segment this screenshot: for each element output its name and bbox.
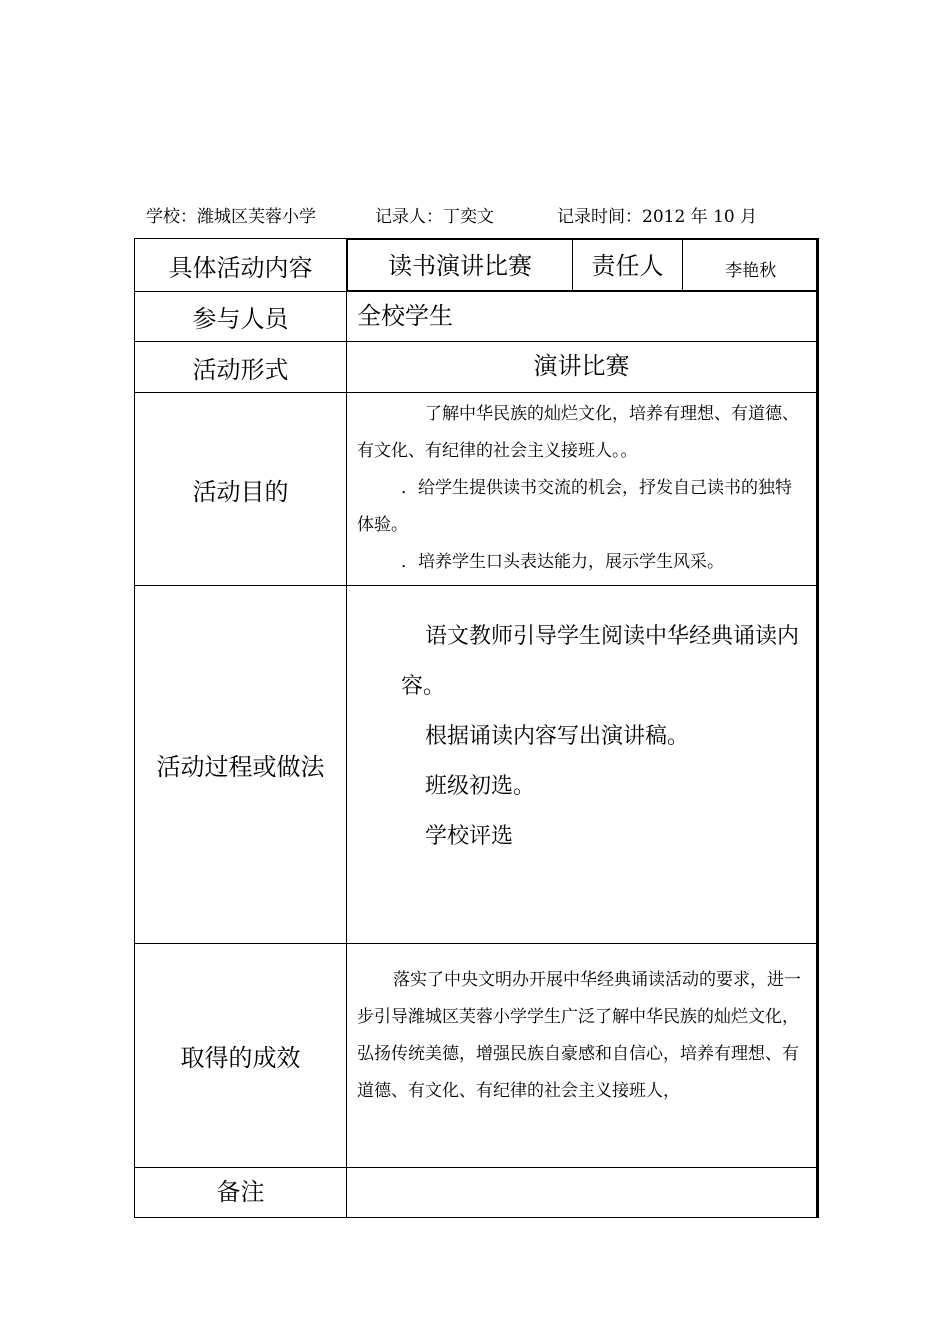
table-row (135, 342, 818, 393)
activity-content-cell (347, 239, 818, 292)
activity-form-label: 活动形式 (135, 342, 347, 393)
result-text: 落实了中央文明办开展中华经典诵读活动的要求，进一步引导潍城区芙蓉小学学生广泛了解中华民族的灿烂文化，弘扬传统美德，增强民族自豪感和自信心，培养有理想、有道德、有文化、有纪律的社会主义接班人， (357, 970, 801, 1101)
responsible-value: 李艳秋 (683, 240, 819, 291)
purpose-line-1: 了解中华民族的灿烂文化，培养有理想、有道德、有文化、有纪律的社会主义接班人。。 (357, 404, 799, 461)
process-label: 活动过程或做法 (135, 586, 347, 944)
result-label: 取得的成效 (135, 944, 347, 1168)
recorder-field: 记录人：丁奕文 (375, 207, 494, 227)
purpose-line-2: ．给学生提供读书交流的机会，抒发自己读书的独特体验。 (357, 478, 792, 535)
responsible-label: 责任人 (573, 240, 683, 291)
table-row (135, 944, 818, 1168)
purpose-content (347, 393, 818, 586)
participants-label: 参与人员 (135, 292, 347, 342)
process-line-2: 根据诵读内容写出演讲稿。 (425, 724, 690, 749)
purpose-label: 活动目的 (135, 393, 347, 586)
table-row (135, 239, 818, 292)
record-time-field: 记录时间：2012 年 10 月 (557, 207, 758, 227)
activity-record-table (134, 238, 819, 1218)
table-row (135, 393, 818, 586)
school-field: 学校：潍城区芙蓉小学 (146, 207, 316, 227)
participants-value: 全校学生 (347, 292, 818, 342)
table-row (135, 1168, 818, 1218)
activity-content-label: 具体活动内容 (135, 239, 347, 292)
table-row (135, 586, 818, 944)
process-content (347, 586, 818, 944)
result-content (347, 944, 818, 1168)
process-line-1: 语文教师引导学生阅读中华经典诵读内容。 (401, 624, 800, 699)
activity-content-value: 读书演讲比赛 (348, 240, 573, 291)
remarks-value (347, 1168, 818, 1218)
process-line-4: 学校评选 (425, 824, 514, 849)
purpose-line-3: ．培养学生口头表达能力，展示学生风采。 (401, 552, 724, 572)
remarks-label: 备注 (135, 1168, 347, 1218)
table-row (135, 292, 818, 342)
activity-inner-row (347, 239, 819, 291)
process-line-3: 班级初选。 (425, 774, 536, 799)
activity-form-value: 演讲比赛 (347, 342, 818, 393)
